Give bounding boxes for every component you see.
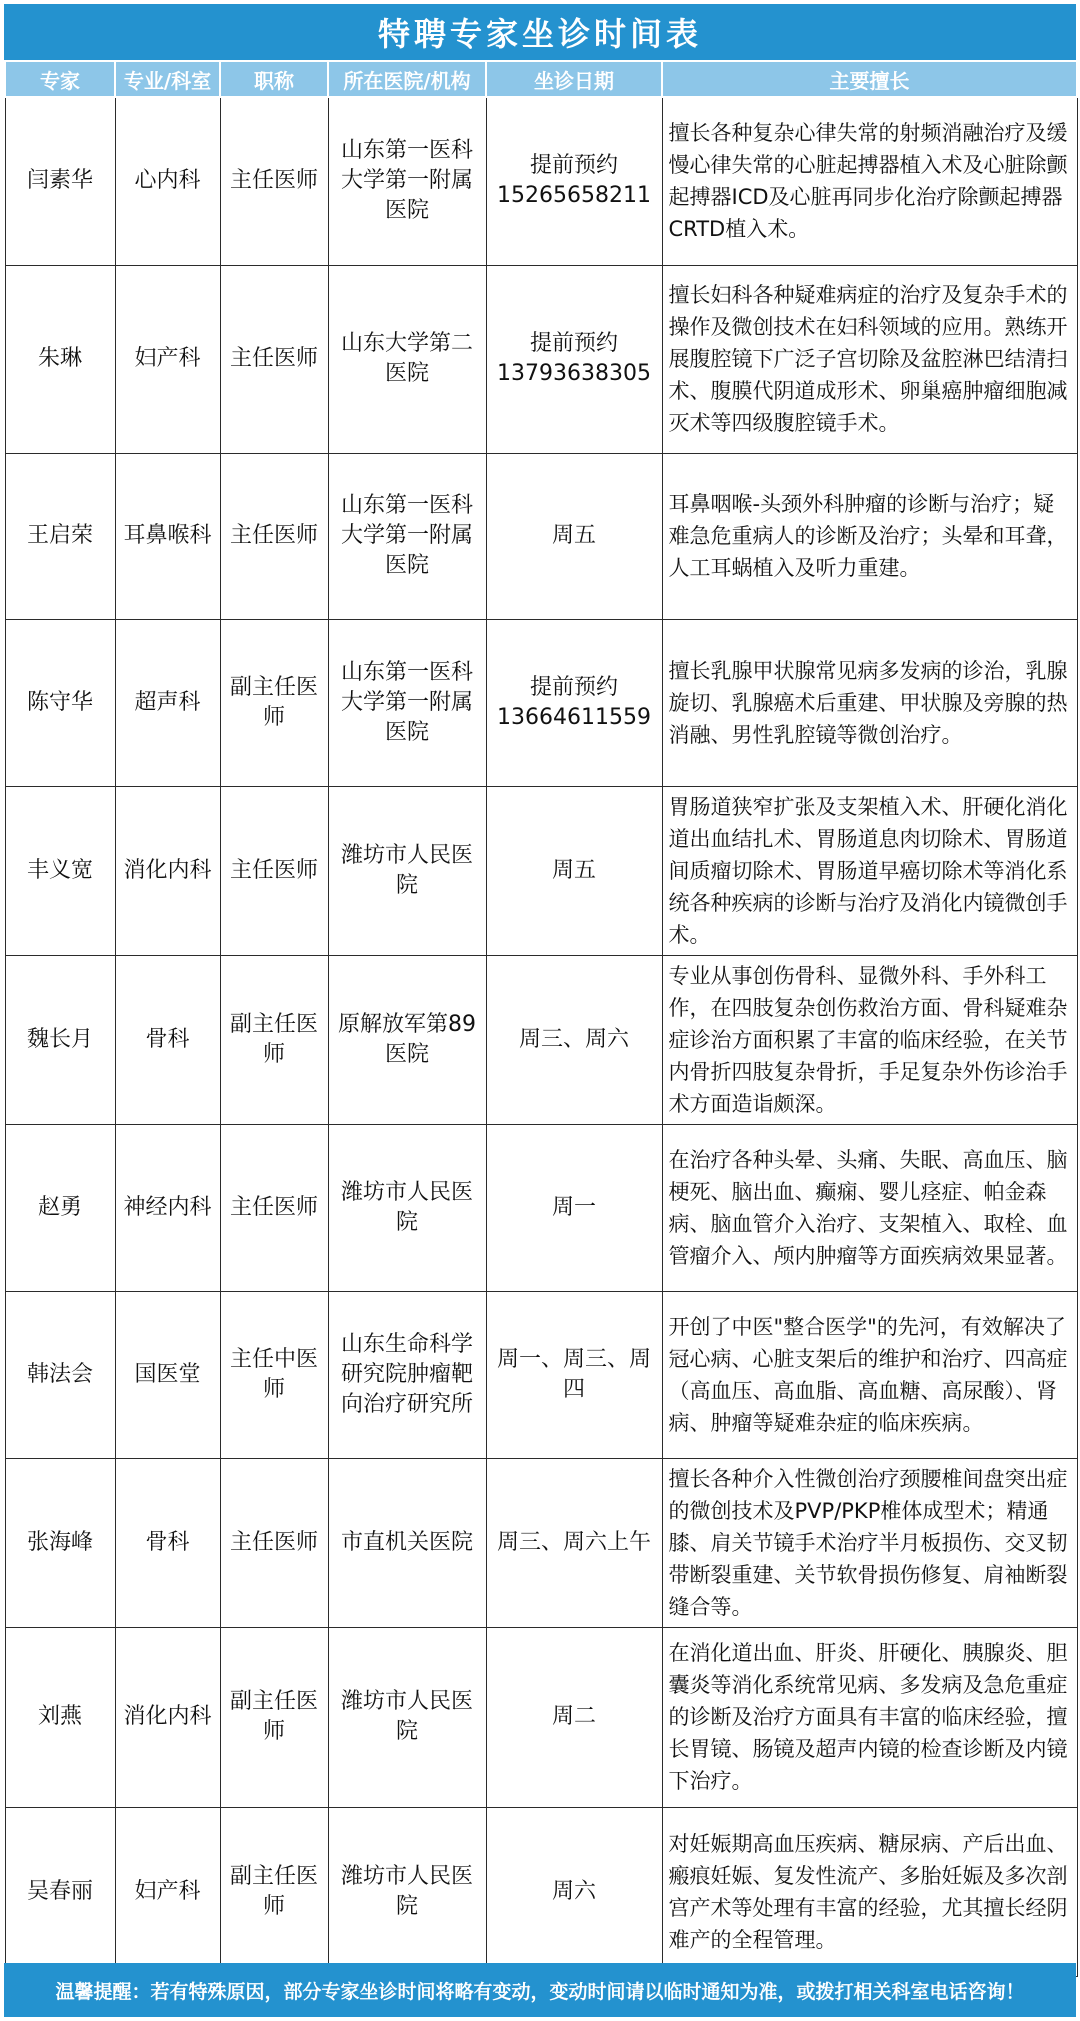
expert-name: 韩法会	[5, 1291, 115, 1458]
expert-specialty: 专业从事创伤骨科、显微外科、手外科工作，在四肢复杂创伤救治方面、骨科疑难杂症诊治方面积累了丰富的临床经验，在关节内骨折四肢复杂骨折，手足复杂外伤诊治手术方面造诣颇深。	[662, 955, 1077, 1124]
expert-name: 魏长月	[5, 955, 115, 1124]
expert-hospital: 潍坊市人民医院	[328, 1627, 486, 1807]
expert-schedule: 提前预约 15265658211	[486, 97, 662, 265]
expert-specialty: 在治疗各种头晕、头痛、失眠、高血压、脑梗死、脑出血、癫痫、婴儿痉症、帕金森病、脑血管介入治疗、支架植入、取栓、血管瘤介入、颅内肿瘤等方面疾病效果显著。	[662, 1124, 1077, 1291]
table-row	[5, 619, 1077, 786]
expert-name: 刘燕	[5, 1627, 115, 1807]
expert-title: 主任医师	[220, 453, 328, 619]
expert-department: 超声科	[115, 619, 220, 786]
expert-department: 神经内科	[115, 1124, 220, 1291]
expert-department: 心内科	[115, 97, 220, 265]
expert-schedule: 提前预约 13664611559	[486, 619, 662, 786]
expert-hospital: 山东第一医科大学第一附属医院	[328, 453, 486, 619]
expert-schedule: 周三、周六上午	[486, 1458, 662, 1627]
expert-department: 消化内科	[115, 786, 220, 955]
expert-hospital: 山东生命科学研究院肿瘤靶向治疗研究所	[328, 1291, 486, 1458]
table-row	[5, 1124, 1077, 1291]
expert-name: 朱琳	[5, 265, 115, 453]
expert-schedule: 周五	[486, 453, 662, 619]
expert-title: 主任医师	[220, 1458, 328, 1627]
table-row	[5, 955, 1077, 1124]
expert-department: 骨科	[115, 1458, 220, 1627]
expert-specialty: 擅长妇科各种疑难病症的治疗及复杂手术的操作及微创技术在妇科领域的应用。熟练开展腹腔镜下广泛子宫切除及盆腔淋巴结清扫术、腹膜代阴道成形术、卵巢癌肿瘤细胞减灭术等四级腹腔镜手术。	[662, 265, 1077, 453]
expert-department: 国医堂	[115, 1291, 220, 1458]
expert-department: 妇产科	[115, 265, 220, 453]
expert-department: 妇产科	[115, 1807, 220, 1976]
page-title: 特聘专家坐诊时间表	[4, 4, 1076, 60]
expert-schedule: 周五	[486, 786, 662, 955]
expert-department: 消化内科	[115, 1627, 220, 1807]
expert-specialty: 耳鼻咽喉-头颈外科肿瘤的诊断与治疗；疑难急危重病人的诊断及治疗；头晕和耳聋，人工耳蜗植入及听力重建。	[662, 453, 1077, 619]
expert-hospital: 山东第一医科大学第一附属医院	[328, 619, 486, 786]
table-row	[5, 265, 1077, 453]
expert-specialty: 在消化道出血、肝炎、肝硬化、胰腺炎、胆囊炎等消化系统常见病、多发病及急危重症的诊断及治疗方面具有丰富的临床经验，擅长胃镜、肠镜及超声内镜的检查诊断及内镜下治疗。	[662, 1627, 1077, 1807]
expert-schedule: 周一、周三、周四	[486, 1291, 662, 1458]
expert-hospital: 潍坊市人民医院	[328, 1807, 486, 1976]
expert-title: 副主任医师	[220, 1627, 328, 1807]
expert-title: 主任医师	[220, 786, 328, 955]
expert-title: 副主任医师	[220, 619, 328, 786]
footer-notice: 温馨提醒：若有特殊原因，部分专家坐诊时间将略有变动，变动时间请以临时通知为准，或拨打相关科室电话咨询！	[4, 1963, 1076, 2017]
expert-specialty: 擅长各种复杂心律失常的射频消融治疗及缓慢心律失常的心脏起搏器植入术及心脏除颤起搏器ICD及心脏再同步化治疗除颤起搏器CRTD植入术。	[662, 97, 1077, 265]
expert-specialty: 擅长各种介入性微创治疗颈腰椎间盘突出症的微创技术及PVP/PKP椎体成型术；精通膝、肩关节镜手术治疗半月板损伤、交叉韧带断裂重建、关节软骨损伤修复、肩袖断裂缝合等。	[662, 1458, 1077, 1627]
expert-title: 主任医师	[220, 1124, 328, 1291]
expert-title: 主任医师	[220, 265, 328, 453]
header-specialty: 主要擅长	[662, 61, 1077, 97]
expert-schedule-table	[4, 60, 1078, 1977]
table-row	[5, 1458, 1077, 1627]
expert-specialty: 对妊娠期高血压疾病、糖尿病、产后出血、瘢痕妊娠、复发性流产、多胎妊娠及多次剖宫产术等处理有丰富的经验，尤其擅长经阴难产的全程管理。	[662, 1807, 1077, 1976]
expert-hospital: 市直机关医院	[328, 1458, 486, 1627]
expert-schedule: 周二	[486, 1627, 662, 1807]
expert-name: 吴春丽	[5, 1807, 115, 1976]
expert-specialty: 胃肠道狭窄扩张及支架植入术、肝硬化消化道出血结扎术、胃肠道息肉切除术、胃肠道间质瘤切除术、胃肠道早癌切除术等消化系统各种疾病的诊断与治疗及消化内镜微创手术。	[662, 786, 1077, 955]
table-row	[5, 453, 1077, 619]
expert-name: 王启荣	[5, 453, 115, 619]
expert-title: 副主任医师	[220, 955, 328, 1124]
header-schedule: 坐诊日期	[486, 61, 662, 97]
expert-name: 赵勇	[5, 1124, 115, 1291]
expert-schedule: 周一	[486, 1124, 662, 1291]
expert-specialty: 开创了中医"整合医学"的先河，有效解决了冠心病、心脏支架后的维护和治疗、四高症（高血压、高血脂、高血糖、高尿酸）、肾病、肿瘤等疑难杂症的临床疾病。	[662, 1291, 1077, 1458]
expert-hospital: 原解放军第89医院	[328, 955, 486, 1124]
expert-hospital: 山东第一医科大学第一附属医院	[328, 97, 486, 265]
expert-name: 陈守华	[5, 619, 115, 786]
header-department: 专业/科室	[115, 61, 220, 97]
table-row	[5, 1807, 1077, 1976]
header-hospital: 所在医院/机构	[328, 61, 486, 97]
expert-name: 闫素华	[5, 97, 115, 265]
expert-name: 张海峰	[5, 1458, 115, 1627]
expert-title: 主任医师	[220, 97, 328, 265]
header-title: 职称	[220, 61, 328, 97]
table-row	[5, 97, 1077, 265]
expert-title: 主任中医师	[220, 1291, 328, 1458]
table-row	[5, 1291, 1077, 1458]
expert-specialty: 擅长乳腺甲状腺常见病多发病的诊治，乳腺旋切、乳腺癌术后重建、甲状腺及旁腺的热消融、男性乳腔镜等微创治疗。	[662, 619, 1077, 786]
expert-schedule: 周三、周六	[486, 955, 662, 1124]
expert-department: 耳鼻喉科	[115, 453, 220, 619]
expert-schedule: 提前预约 13793638305	[486, 265, 662, 453]
expert-hospital: 潍坊市人民医院	[328, 1124, 486, 1291]
expert-title: 副主任医师	[220, 1807, 328, 1976]
expert-schedule: 周六	[486, 1807, 662, 1976]
table-header-row	[5, 61, 1077, 97]
header-expert: 专家	[5, 61, 115, 97]
expert-name: 丰义宽	[5, 786, 115, 955]
table-row	[5, 1627, 1077, 1807]
expert-department: 骨科	[115, 955, 220, 1124]
expert-hospital: 潍坊市人民医院	[328, 786, 486, 955]
table-row	[5, 786, 1077, 955]
expert-hospital: 山东大学第二医院	[328, 265, 486, 453]
